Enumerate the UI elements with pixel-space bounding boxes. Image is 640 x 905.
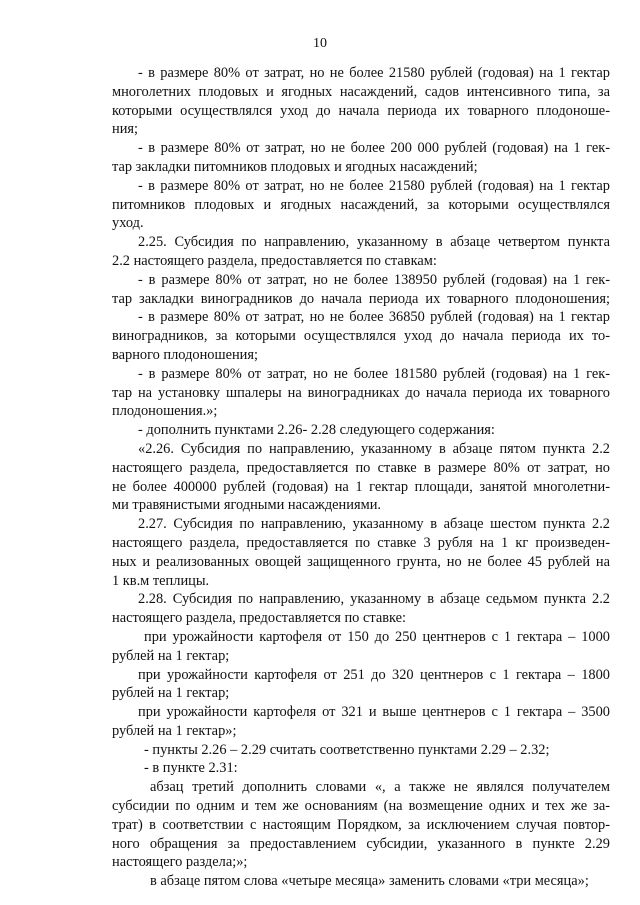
- text-line: тар закладки питомников плодовых и ягодных насаждений;: [112, 158, 478, 175]
- text-line: «2.26. Субсидия по направлению, указанному в абзаце пятом пункта 2.2: [138, 440, 610, 457]
- text-line: при урожайности картофеля от 150 до 250 центнеров с 1 гектара – 1000: [144, 628, 610, 645]
- text-line: при урожайности картофеля от 321 и выше центнеров с 1 гектара – 3500: [138, 704, 610, 721]
- text-line: виноградников, за которыми осуществлялся уход до начала периода их то-: [112, 328, 610, 345]
- text-line: рублей на 1 гектар;: [112, 685, 230, 702]
- text-line: - в размере 80% от затрат, но не более 36850 рублей (годовая) на 1 гектар: [138, 309, 610, 326]
- text-line: 1 кв.м теплицы.: [112, 572, 210, 589]
- text-line: плодоношения.»;: [112, 403, 218, 420]
- text-line: ния;: [112, 121, 139, 138]
- text-line: 2.2 настоящего раздела, предоставляется по ставкам:: [112, 252, 437, 269]
- text-line: настоящего раздела;»;: [112, 854, 248, 871]
- text-line: питомников плодовых и ягодных насаждений, за которыми осуществлялся: [112, 196, 610, 213]
- text-line: субсидии по одним и тем же основаниям (на возмещение одних и тех же за-: [112, 798, 610, 815]
- text-line: - в размере 80% от затрат, но не более 181580 рублей (годовая) на 1 гек-: [138, 365, 610, 382]
- text-line: которыми осуществлялся уход до начала периода их товарного плодоноше-: [112, 102, 610, 119]
- text-line: не более 400000 рублей (годовая) на 1 гектар площади, занятой многолетни-: [112, 478, 610, 495]
- text-line: настоящего раздела, предоставляется по ставке 3 рубля на 1 кг произведен-: [112, 534, 610, 551]
- text-line: 2.25. Субсидия по направлению, указанному в абзаце четвертом пункта: [138, 234, 610, 251]
- text-line: 2.28. Субсидия по направлению, указанному в абзаце седьмом пункта 2.2: [138, 591, 610, 608]
- text-line: - дополнить пунктами 2.26- 2.28 следующего содержания:: [138, 422, 495, 439]
- text-line: настоящего раздела, предоставляется по ставке в размере 80% от затрат, но: [112, 459, 610, 476]
- page-number: 10: [313, 36, 327, 51]
- text-line: - в пункте 2.31:: [144, 760, 238, 777]
- text-line: ных и реализованных овощей защищенного грунта, но не более 45 рублей на: [112, 553, 610, 570]
- text-line: - пункты 2.26 – 2.29 считать соответственно пунктами 2.29 – 2.32;: [144, 741, 550, 758]
- text-line: тар на установку шпалеры на виноградниках до начала периода их товарного: [112, 384, 610, 401]
- text-line: рублей на 1 гектар;: [112, 647, 230, 664]
- text-line: - в размере 80% от затрат, но не более 21580 рублей (годовая) на 1 гектар: [138, 65, 610, 81]
- text-line: многолетних плодовых и ягодных насаждений, садов интенсивного типа, за: [112, 83, 610, 100]
- text-line: варного плодоношения;: [112, 346, 258, 363]
- text-line: - в размере 80% от затрат, но не более 138950 рублей (годовая) на 1 гек-: [138, 271, 610, 288]
- text-line: трат) в соответствии с настоящим Порядком, за исключением случая повтор-: [112, 816, 610, 833]
- document-body: [112, 64, 610, 891]
- text-line: ми травянистыми ягодными насаждениями.: [112, 497, 381, 514]
- text-line: в абзаце пятом слова «четыре месяца» заменить словами «три месяца»;: [150, 873, 589, 890]
- text-line: при урожайности картофеля от 251 до 320 центнеров с 1 гектара – 1800: [138, 666, 610, 683]
- text-line: уход.: [112, 215, 144, 232]
- text-line: рублей на 1 гектар»;: [112, 722, 237, 739]
- text-line: ного обращения за предоставлением субсидии, указанного в пункте 2.29: [112, 835, 610, 852]
- text-line: тар закладки виноградников до начала периода их товарного плодоношения;: [112, 290, 610, 307]
- text-line: - в размере 80% от затрат, но не более 21580 рублей (годовая) на 1 гектар: [138, 177, 610, 194]
- text-line: - в размере 80% от затрат, но не более 200 000 рублей (годовая) на 1 гек-: [138, 140, 610, 157]
- text-line: настоящего раздела, предоставляется по ставке:: [112, 610, 407, 627]
- text-line: 2.27. Субсидия по направлению, указанному в абзаце шестом пункта 2.2: [138, 516, 610, 533]
- text-line: абзац третий дополнить словами «, а также не являлся получателем: [150, 779, 610, 796]
